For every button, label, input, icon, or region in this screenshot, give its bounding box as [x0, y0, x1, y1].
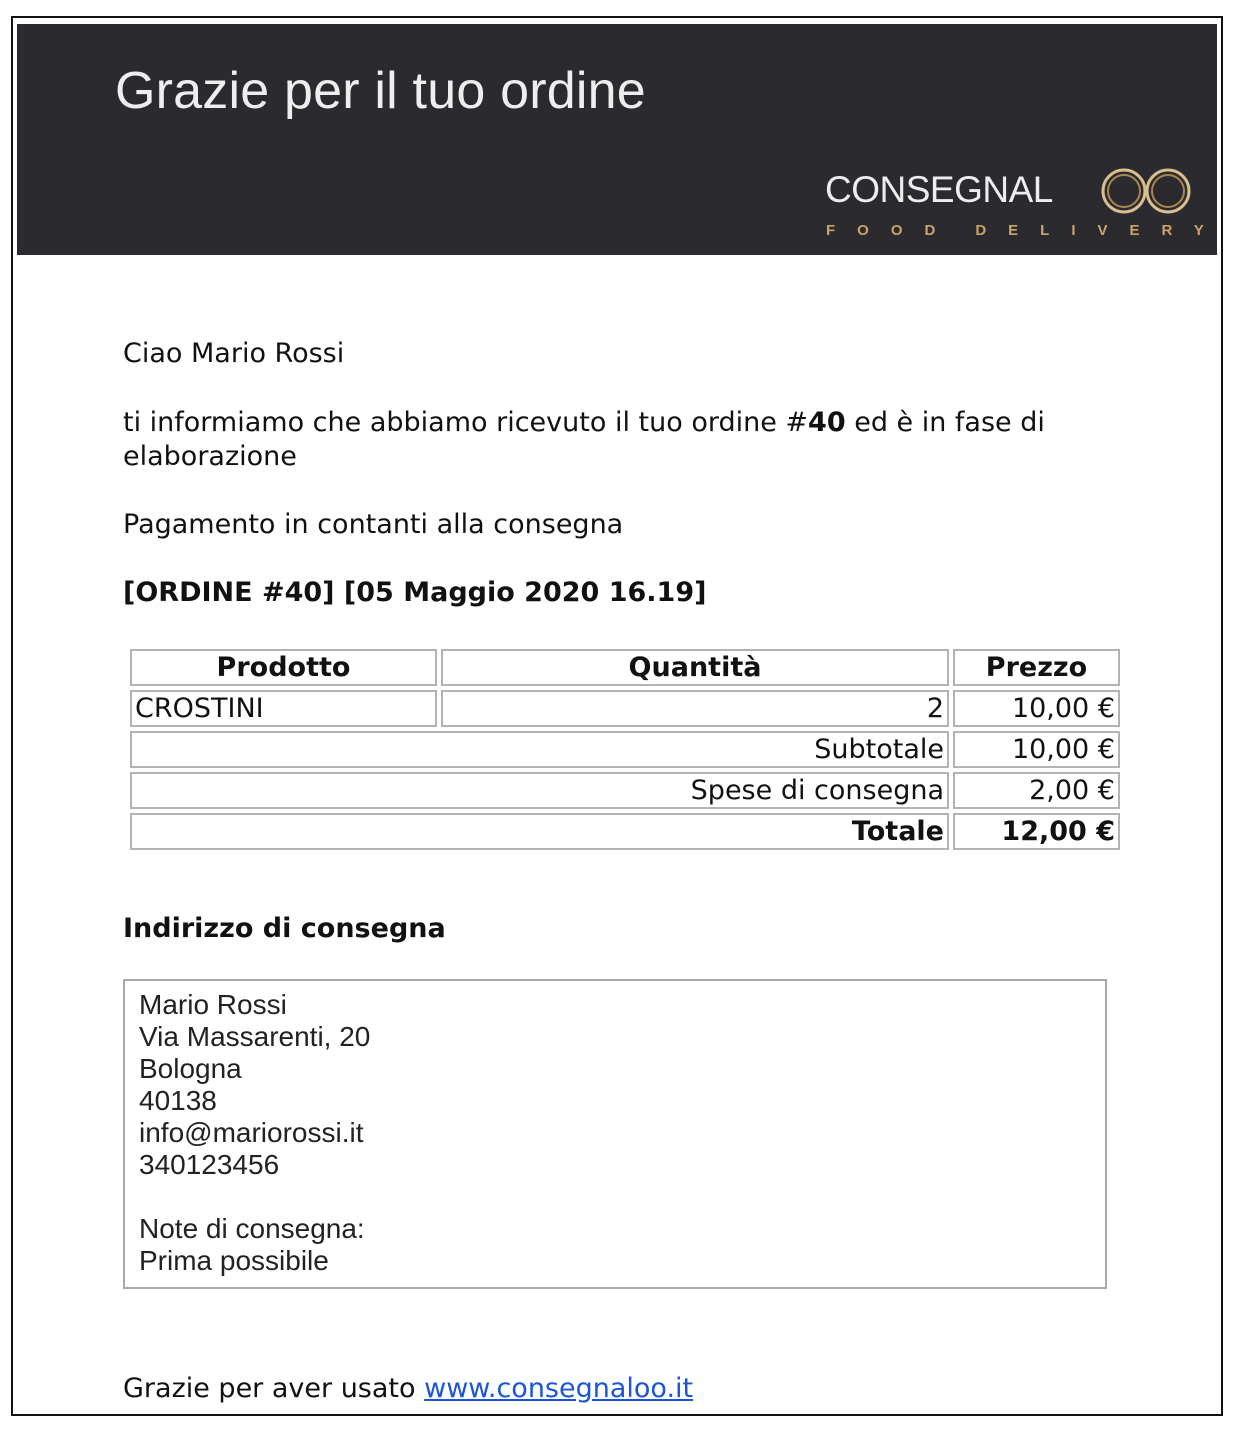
- shipping-label: Spese di consegna: [130, 772, 949, 809]
- table-row: [130, 690, 1120, 727]
- price-cell: 10,00 €: [953, 690, 1120, 727]
- address-spacer: [139, 1181, 1105, 1213]
- address-heading: Indirizzo di consegna: [123, 913, 446, 944]
- total-value: 12,00 €: [953, 813, 1120, 850]
- address-email: info@mariorossi.it: [139, 1117, 364, 1148]
- address-phone: 340123456: [139, 1149, 280, 1180]
- column-header-price: Prezzo: [953, 649, 1120, 686]
- subtotal-label: Subtotale: [130, 731, 949, 768]
- logo-wordmark: CONSEGNAL: [825, 169, 1053, 210]
- order-number: 40: [808, 407, 846, 438]
- email-header: [17, 24, 1226, 255]
- footer-line: [123, 1372, 693, 1406]
- shipping-value: 2,00 €: [953, 772, 1120, 809]
- column-header-product: Prodotto: [130, 649, 437, 686]
- total-label: Totale: [130, 813, 949, 850]
- total-row: [130, 813, 1120, 850]
- footer-text: Grazie per aver usato: [123, 1373, 425, 1404]
- shipping-row: [130, 772, 1120, 809]
- consegnaloo-logo: [825, 164, 1226, 244]
- delivery-notes-label: Note di consegna:: [139, 1213, 365, 1244]
- address-zip: 40138: [139, 1085, 217, 1116]
- header-title: Grazie per il tuo ordine: [115, 62, 646, 120]
- greeting: Ciao Mario Rossi: [123, 338, 345, 369]
- info-line: [123, 406, 1045, 440]
- delivery-notes: Prima possibile: [139, 1245, 329, 1276]
- website-link[interactable]: www.consegnaloo.it: [424, 1373, 694, 1404]
- payment-method: Pagamento in contanti alla consegna: [123, 509, 624, 540]
- address-name: Mario Rossi: [139, 989, 287, 1020]
- logo-tagline-delivery: DELIVERY: [975, 222, 1226, 239]
- subtotal-value: 10,00 €: [953, 731, 1120, 768]
- logo-tagline-food: FOOD: [826, 222, 958, 239]
- info-text-before: ti informiamo che abbiamo ricevuto il tuo ordine #: [123, 407, 809, 438]
- order-table: [126, 645, 1124, 854]
- subtotal-row: [130, 731, 1120, 768]
- info-line-2: elaborazione: [123, 441, 297, 472]
- column-header-quantity: Quantità: [441, 649, 949, 686]
- address-street: Via Massarenti, 20: [139, 1021, 371, 1052]
- logo-tagline: [826, 222, 1226, 239]
- order-heading: [ORDINE #40] [05 Maggio 2020 16.19]: [123, 577, 707, 608]
- table-header-row: [130, 649, 1120, 686]
- address-city: Bologna: [139, 1053, 242, 1084]
- quantity-cell: 2: [441, 690, 949, 727]
- info-text-after: ed è in fase di: [845, 407, 1045, 438]
- product-cell: CROSTINI: [130, 690, 437, 727]
- address-box: [123, 979, 1107, 1289]
- logo-rings-icon: [1095, 164, 1207, 220]
